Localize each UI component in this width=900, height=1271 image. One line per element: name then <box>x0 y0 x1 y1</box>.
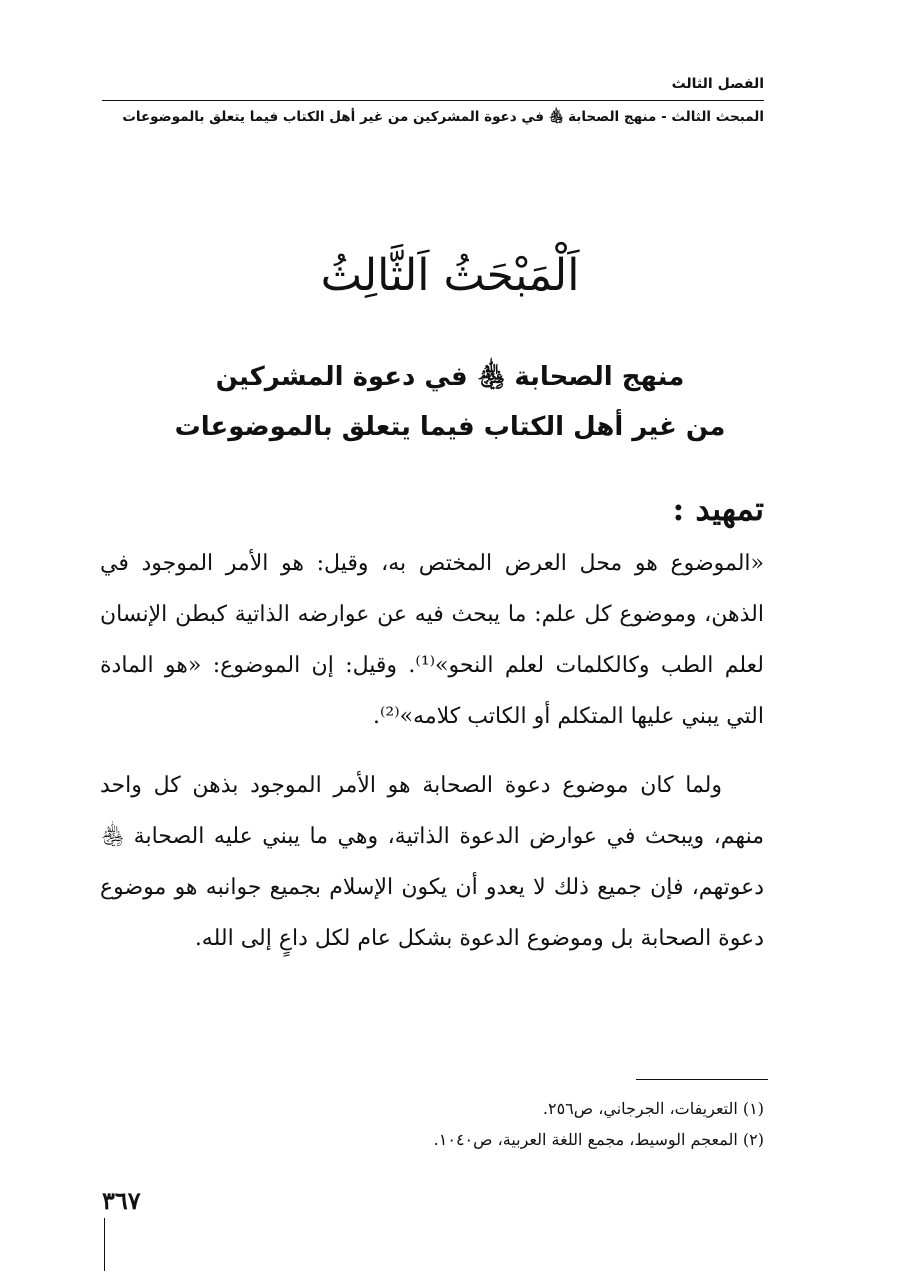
mabhath-title: اَلْمَبْحَثُ اَلثَّالِثُ <box>320 250 580 301</box>
footnote-rule <box>636 1079 768 1080</box>
footnote-1: (١) التعريفات، الجرجاني، ص٢٥٦. <box>542 1099 764 1118</box>
body-paragraph-2: ولما كان موضوع دعوة الصحابة هو الأمر الموجود بذهن كل واحد منهم، ويبحث في عوارض الدعوة الذاتية، وهي ما يبني عليه الصحابة ﵃ دعوتهم، فإن جميع ذلك لا يعدو أن يكون الإسلام بجميع جوانبه هو موضوع دعوة الصحابة بل وموضوع الدعوة بشكل عام لكل داعٍ إلى الله. <box>100 773 764 951</box>
header-rule <box>102 100 764 101</box>
section-title-line-2: من غير أهل الكتاب فيما يتعلق بالموضوعات <box>174 412 726 442</box>
footnote-2: (٢) المعجم الوسيط، مجمع اللغة العربية، ص١٠٤٠. <box>433 1130 764 1149</box>
running-header-section: المبحث الثالث - منهج الصحابة ﵃ في دعوة المشركين من غير أهل الكتاب فيما يتعلق بالموضوعات <box>122 109 764 125</box>
section-title <box>150 352 750 452</box>
page-number: ٣٦٧ <box>102 1186 141 1215</box>
tamheed-heading: تمهيد : <box>672 490 764 528</box>
section-title-line-1: منهج الصحابة ﵃ في دعوة المشركين <box>215 362 685 392</box>
running-header-chapter: الفصل الثالث <box>671 76 764 92</box>
body-paragraph-1: «الموضوع هو محل العرض المختص به، وقيل: هو الأمر الموجود في الذهن، وموضوع كل علم: ما يبحث فيه عن عوارضه الذاتية كبطن الإنسان لعلم الطب وكالكلمات لعلم النحو»⁽¹⁾. وقيل: إن الموضوع: «هو المادة التي يبني عليها المتكلم أو الكاتب كلامه»⁽²⁾. <box>100 551 764 729</box>
margin-line <box>104 1218 105 1271</box>
